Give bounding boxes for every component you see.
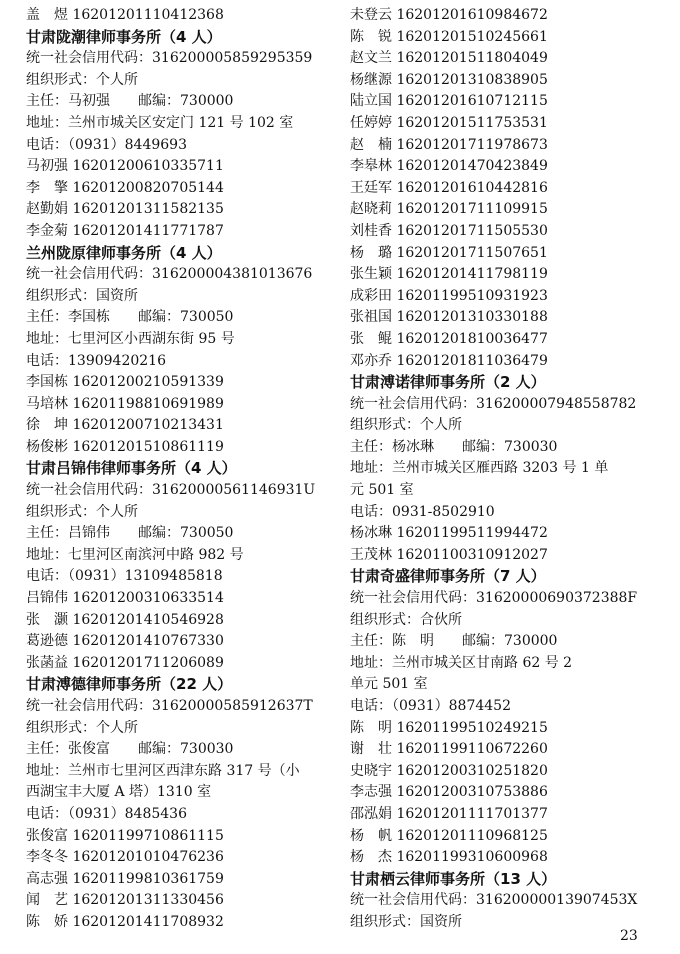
lawyer-entry: 高志强 16201199810361759 xyxy=(26,870,224,887)
firm-info-line: 电话：（0931）8449693 xyxy=(26,136,187,153)
firm-info-line: 组织形式：个人所 xyxy=(26,719,138,736)
firm-info-line: 电话：（0931）8874452 xyxy=(350,698,511,714)
lawyer-entry: 马初强 16201200610335711 xyxy=(26,158,224,175)
firm-info-line: 主任：吕锦伟 邮编：730050 xyxy=(26,525,234,542)
lawyer-entry: 任婷婷 16201201511753531 xyxy=(350,114,548,131)
lawyer-entry: 邓亦乔 16201201811036479 xyxy=(350,352,548,369)
firm-info-line: 地址：七里河区小西湖东街 95 号 xyxy=(26,330,235,347)
page-number: 23 xyxy=(620,928,638,944)
firm-info-line: 组织形式：合伙所 xyxy=(350,611,462,628)
firm-heading: 兰州陇原律师事务所（4 人） xyxy=(26,243,222,262)
firm-heading: 甘肃溥德律师事务所（22 人） xyxy=(26,675,233,694)
firm-info-line: 电话：（0931）8485436 xyxy=(26,805,187,822)
lawyer-entry: 陆立国 16201201610712115 xyxy=(350,93,548,110)
lawyer-entry: 杨 璐 16201201711507651 xyxy=(350,244,548,261)
firm-heading: 甘肃栖云律师事务所（13 人） xyxy=(350,869,557,888)
lawyer-entry: 赵晓莉 16201201711109915 xyxy=(350,201,548,218)
lawyer-entry: 杨继源 16201201310838905 xyxy=(350,71,548,88)
lawyer-entry: 陈 娇 16201201411708932 xyxy=(26,913,224,930)
lawyer-entry: 杨俊彬 16201201510861119 xyxy=(26,438,224,455)
firm-info-line: 电话：0931-8502910 xyxy=(350,503,495,520)
lawyer-entry: 杨冰琳 16201199511994472 xyxy=(350,525,548,542)
right-column xyxy=(350,5,656,934)
firm-info-line: 统一社会信用代码：31620000690372388F xyxy=(350,590,638,607)
firm-info-line: 主任：李国栋 邮编：730050 xyxy=(26,309,234,326)
firm-info-line: 西湖宝丰大厦 A 塔）1310 室 xyxy=(26,784,212,801)
firm-info-line: 电话：（0931）13109485818 xyxy=(26,568,223,585)
lawyer-entry: 陈 明 16201199510249215 xyxy=(350,719,548,736)
firm-heading: 甘肃吕锦伟律师事务所（4 人） xyxy=(26,459,237,478)
firm-heading: 甘肃溥诺律师事务所（2 人） xyxy=(350,373,546,392)
lawyer-entry: 未登云 16201201610984672 xyxy=(350,7,548,23)
firm-info-line: 组织形式：国资所 xyxy=(350,913,462,930)
lawyer-entry: 盖 煜 16201201110412368 xyxy=(26,7,224,23)
firm-info-line: 单元 501 室 xyxy=(350,676,428,693)
lawyer-entry: 陈 锐 16201201510245661 xyxy=(350,28,548,45)
lawyer-entry: 张 灏 16201201410546928 xyxy=(26,611,224,628)
firm-info-line: 统一社会信用代码：31620000561146931U xyxy=(26,482,316,499)
firm-info-line: 地址：兰州市城关区甘南路 62 号 2 xyxy=(350,654,573,671)
lawyer-entry: 李 擎 16201200820705144 xyxy=(26,179,224,196)
firm-heading: 甘肃奇盛律师事务所（7 人） xyxy=(350,567,546,586)
lawyer-entry: 吕锦伟 16201200310633514 xyxy=(26,590,224,607)
lawyer-entry: 葛逊德 16201201410767330 xyxy=(26,633,224,650)
firm-info-line: 电话：13909420216 xyxy=(26,352,166,369)
firm-info-line: 统一社会信用代码：31620000013907453X xyxy=(350,892,638,909)
lawyer-entry: 李国栋 16201200210591339 xyxy=(26,374,224,391)
lawyer-entry: 张生颖 16201201411798119 xyxy=(350,266,548,283)
lawyer-entry: 杨 帆 16201201110968125 xyxy=(350,827,548,844)
left-column xyxy=(26,5,338,934)
lawyer-entry: 马培林 16201198810691989 xyxy=(26,395,224,412)
lawyer-entry: 李皋林 16201201470423849 xyxy=(350,158,548,175)
lawyer-entry: 张俊富 16201199710861115 xyxy=(26,827,224,844)
lawyer-entry: 赵文兰 16201201511804049 xyxy=(350,50,548,67)
firm-info-line: 地址：兰州市城关区安定门 121 号 102 室 xyxy=(26,114,294,131)
firm-info-line: 主任：张俊富 邮编：730030 xyxy=(26,741,234,758)
lawyer-entry: 李冬冬 16201201010476236 xyxy=(26,849,224,866)
firm-info-line: 组织形式：国资所 xyxy=(26,287,138,304)
firm-info-line: 组织形式：个人所 xyxy=(350,417,462,434)
lawyer-entry: 李金菊 16201201411771787 xyxy=(26,222,224,239)
lawyer-entry: 谢 壮 16201199110672260 xyxy=(350,741,548,758)
lawyer-entry: 闻 艺 16201201311330456 xyxy=(26,892,224,909)
firm-info-line: 统一社会信用代码：316200004381013676 xyxy=(26,266,313,283)
firm-heading: 甘肃陇潮律师事务所（4 人） xyxy=(26,27,222,46)
firm-info-line: 元 501 室 xyxy=(350,482,414,499)
firm-info-line: 地址：七里河区南滨河中路 982 号 xyxy=(26,546,244,563)
lawyer-entry: 徐 坤 16201200710213431 xyxy=(26,417,224,434)
lawyer-entry: 王廷军 16201201610442816 xyxy=(350,179,548,196)
lawyer-entry: 成彩田 16201199510931923 xyxy=(350,287,548,304)
firm-info-line: 统一社会信用代码：316200005859295359 xyxy=(26,50,313,67)
lawyer-entry: 王茂林 16201100310912027 xyxy=(350,546,548,563)
firm-info-line: 组织形式：个人所 xyxy=(26,71,138,88)
firm-info-line: 主任：马初强 邮编：730000 xyxy=(26,93,234,110)
lawyer-entry: 赵 楠 16201201711978673 xyxy=(350,136,548,153)
firm-info-line: 地址：兰州市七里河区西津东路 317 号（小 xyxy=(26,762,300,779)
firm-info-line: 主任：陈 明 邮编：730000 xyxy=(350,633,558,650)
firm-info-line: 主任：杨冰琳 邮编：730030 xyxy=(350,438,558,455)
lawyer-entry: 赵勤娟 16201201311582135 xyxy=(26,201,224,218)
lawyer-entry: 张菡益 16201201711206089 xyxy=(26,654,224,671)
firm-info-line: 统一社会信用代码：316200007948558782 xyxy=(350,395,637,412)
lawyer-entry: 邵泓娟 16201201111701377 xyxy=(350,805,548,822)
lawyer-entry: 刘桂香 16201201711505530 xyxy=(350,222,548,239)
firm-info-line: 地址：兰州市城关区雁西路 3203 号 1 单 xyxy=(350,460,609,477)
lawyer-entry: 张 鲲 16201201810036477 xyxy=(350,330,548,347)
lawyer-entry: 杨 杰 16201199310600968 xyxy=(350,849,548,866)
lawyer-entry: 史晓宇 16201200310251820 xyxy=(350,762,548,779)
firm-info-line: 统一社会信用代码：31620000585912637T xyxy=(26,698,313,714)
lawyer-entry: 李志强 16201200310753886 xyxy=(350,784,548,801)
firm-info-line: 组织形式：个人所 xyxy=(26,503,138,520)
lawyer-entry: 张祖国 16201201310330188 xyxy=(350,309,548,326)
